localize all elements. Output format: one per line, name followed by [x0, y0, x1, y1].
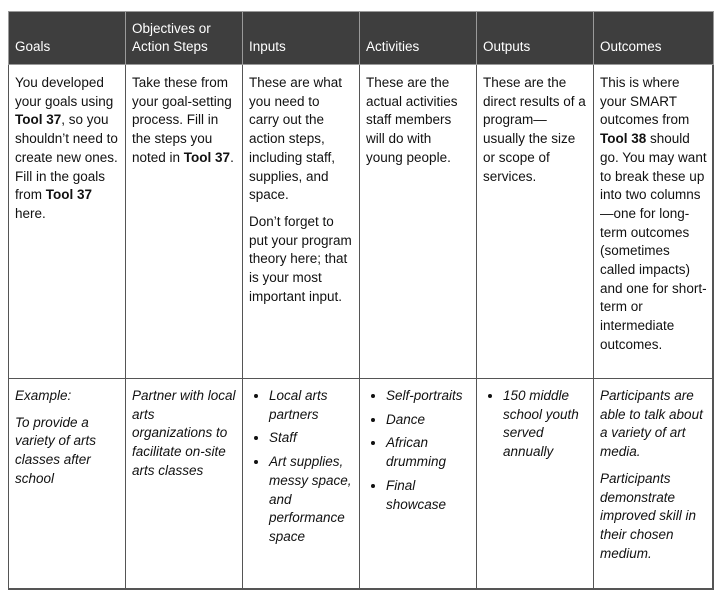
objectives-text-1: Take these from your goal-setting process. Fill in the steps you noted in	[132, 75, 232, 165]
header-inputs: Inputs	[243, 12, 360, 65]
cell-activities-description: These are the actual activities staff members will do with young people.	[360, 65, 477, 379]
header-objectives: Objectives or Action Steps	[126, 12, 243, 65]
header-goals: Goals	[9, 12, 126, 65]
example-label: Example:	[15, 388, 72, 403]
cell-outcomes-example	[594, 379, 714, 590]
table-row	[9, 379, 714, 590]
example-goal-text: To provide a variety of arts classes after school	[15, 414, 97, 486]
cell-activities-example	[360, 379, 477, 590]
list-item: • Art supplies, messy space, and performance space	[269, 453, 353, 547]
list-item: • African drumming	[386, 434, 470, 471]
header-activities: Activities	[360, 12, 477, 65]
outcome-example-2: Participants demonstrate improved skill in their chosen medium.	[600, 470, 697, 561]
cell-goals-description	[9, 65, 126, 379]
objectives-text-2: .	[230, 149, 234, 165]
cell-goals-example	[9, 379, 126, 590]
goals-text-1: You developed your goals using	[15, 75, 114, 109]
cell-outputs-description: These are the direct results of a program—usually the size or scope of services.	[477, 65, 594, 379]
goals-tool-ref-1: Tool 37	[15, 112, 62, 128]
inputs-paragraph-2: Don’t forget to put your program theory here; that is your most important input.	[249, 213, 352, 304]
inputs-paragraph-1: These are what you need to carry out the action steps, including staff, supplies, and space.	[249, 75, 343, 203]
cell-outcomes-description	[594, 65, 714, 379]
goals-text-2: , so you shouldn’t need to create new ones. Fill in the goals from	[15, 112, 118, 203]
outcomes-tool-ref: Tool 38	[600, 131, 647, 147]
outcomes-text-1: This is where your SMART outcomes from	[600, 75, 690, 128]
cell-inputs-description	[243, 65, 360, 379]
cell-outputs-example	[477, 379, 594, 590]
activities-list	[366, 387, 470, 514]
cell-objectives-description	[126, 65, 243, 379]
goals-text-3: here.	[15, 205, 46, 221]
list-item: • Self-portraits	[386, 387, 470, 406]
list-item: • Staff	[269, 429, 353, 448]
list-item: • Local arts partners	[269, 387, 353, 424]
cell-inputs-example	[243, 379, 360, 590]
list-item: • Dance	[386, 411, 470, 430]
cell-objectives-example: Partner with local arts organizations to facilitate on-site arts classes	[126, 379, 243, 590]
table-row	[9, 65, 714, 379]
goals-tool-ref-2: Tool 37	[45, 187, 93, 203]
header-outputs: Outputs	[477, 12, 594, 65]
list-item: • Final showcase	[386, 477, 470, 514]
list-item: • 150 middle school youth served annually	[503, 387, 587, 462]
header-row	[9, 12, 714, 65]
header-outcomes: Outcomes	[594, 12, 714, 65]
logic-model-table	[8, 11, 714, 590]
outcome-example-1: Participants are able to talk about a variety of art media.	[600, 388, 703, 460]
outcomes-text-2: should go. You may want to break these up into two columns—one for long-term outcomes (sometimes called impacts) and one for short-term or intermediate outcomes.	[600, 131, 707, 352]
objectives-tool-ref: Tool 37	[183, 149, 231, 165]
inputs-list	[249, 387, 353, 547]
outputs-list	[483, 387, 587, 462]
